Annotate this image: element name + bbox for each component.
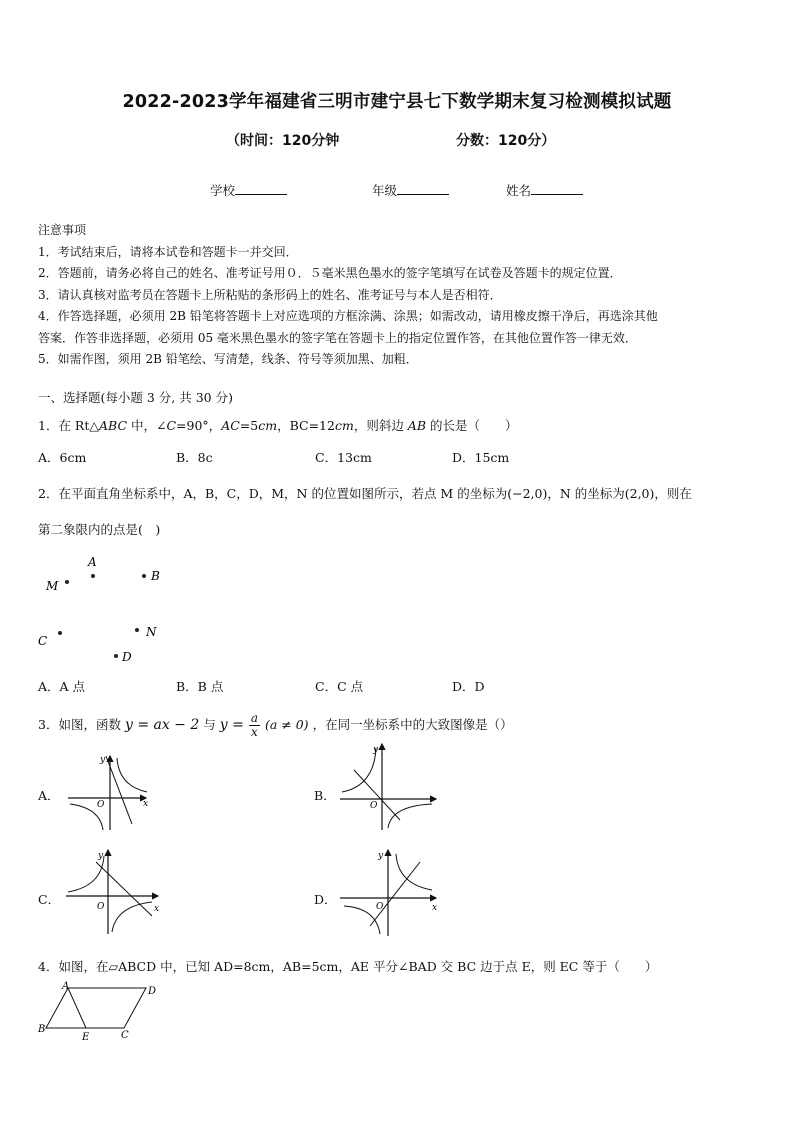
q3-text: 与 (203, 717, 216, 732)
notice-item: 5．如需作图，须用 2B 铅笔绘、写清楚，线条、符号等须加黑、加粗． (38, 352, 418, 366)
q2-option-a[interactable]: A．A 点 (38, 679, 86, 694)
q4-parallelogram-figure (34, 980, 164, 1044)
q3-option-a[interactable]: A． (38, 788, 60, 803)
y-label: y (98, 851, 104, 861)
label-m: M (46, 579, 59, 593)
q1-option-d[interactable]: D．15cm (452, 450, 510, 465)
point-b (142, 574, 146, 578)
grade-label: 年级 (372, 183, 398, 198)
q1-ab: AB (403, 418, 430, 433)
q2-option-d[interactable]: D．D (452, 679, 485, 694)
notice-heading: 注意事项 (38, 223, 87, 237)
parallelogram (46, 988, 146, 1028)
x-label: x (154, 904, 160, 914)
point-d (114, 654, 118, 658)
q2-points-figure (30, 550, 190, 670)
q1-angle-c: C (166, 418, 177, 433)
q1-option-b[interactable]: B．8c (176, 450, 213, 465)
notice-item: 2．答题前，请务必将自己的姓名、准考证号用０．５毫米黑色墨水的签字笔填写在试卷及答题卡的规定位置． (38, 266, 622, 280)
notice-item: 3．请认真核对监考员在答题卡上所粘贴的条形码上的姓名、准考证号与本人是否相符． (38, 287, 502, 302)
q2-text: ，N 的坐标为 (547, 486, 625, 501)
q1-triangle-name: ABC (99, 418, 128, 433)
q3-condition: (a ≠ 0) (264, 717, 309, 732)
fraction-numerator: a (250, 711, 258, 725)
q1-bc-value: =12 (308, 418, 335, 433)
label-c: C (121, 1030, 129, 1041)
q3-text: ，在同一坐标系中的大致图像是（） (312, 717, 513, 732)
q3-linear-function: y = ax − 2 (124, 717, 200, 733)
q1-ac-value: =5 (239, 418, 259, 433)
q3-text: 3．如图，函数 (38, 717, 121, 732)
question-1 (38, 416, 518, 434)
m-coordinate: (−2,0) (507, 486, 548, 501)
y-label: y (373, 745, 379, 755)
q3-inverse-function: y = (219, 717, 244, 733)
question-2-line2: 第二象限内的点是( ) (38, 522, 161, 537)
q4-text: ABCD 中，已知 AD=8cm，AB=5cm，AE 平分∠BAD 交 BC 边于点 E，则 EC 等于（ ） (118, 959, 658, 974)
triangle-symbol: △ (89, 418, 99, 433)
school-blank (235, 182, 287, 195)
school-label: 学校 (210, 183, 236, 198)
notice-item: 4．作答选择题，必须用 2B 铅笔将答题卡上对应选项的方框涂满、涂黑；如需改动，请用橡皮擦干净后，再选涂其他 (38, 309, 658, 323)
n-coordinate: (2,0) (624, 486, 655, 501)
q4-text: 4．如图，在 (38, 959, 109, 974)
hyperbola-branch (117, 758, 147, 792)
q1-text: 中，∠ (127, 418, 167, 433)
grade-field (372, 181, 449, 199)
q1-text: 的长是（ ） (430, 418, 518, 433)
hyperbola-branch (112, 902, 152, 932)
label-b: B (38, 1024, 46, 1035)
q1-unit: cm (258, 418, 278, 433)
point-a (91, 574, 95, 578)
q3-option-d[interactable]: D． (314, 892, 337, 907)
label-d: D (122, 650, 132, 664)
section-heading: 一、选择题(每小题 3 分, 共 30 分) (38, 390, 233, 405)
q2-option-c[interactable]: C．C 点 (315, 679, 364, 694)
y-label: y (100, 755, 106, 765)
q3-graph-c (62, 846, 162, 936)
label-e: E (82, 1032, 90, 1043)
x-label: x (432, 903, 438, 913)
q1-unit: cm (334, 418, 354, 433)
linear-line (354, 770, 400, 820)
linear-line (96, 862, 152, 916)
fraction-denominator: x (251, 725, 258, 739)
point-c (58, 631, 62, 635)
q1-bc: ，BC (277, 418, 309, 433)
q1-ac: AC (221, 418, 240, 433)
q1-option-a[interactable]: A．6cm (38, 450, 87, 465)
point-n (135, 628, 139, 632)
label-b: B (151, 569, 160, 583)
hyperbola-branch (388, 804, 432, 828)
label-a: A (62, 981, 70, 992)
school-field (210, 181, 287, 199)
q3-fraction (249, 712, 260, 739)
origin-label: O (97, 902, 105, 912)
q2-option-b[interactable]: B．B 点 (176, 679, 224, 694)
notice-item: 1．考试结束后，请将本试卷和答题卡一并交回． (38, 244, 298, 259)
name-label: 姓名 (506, 183, 532, 198)
label-a: A (88, 555, 97, 569)
q1-option-c[interactable]: C．13cm (315, 450, 372, 465)
label-d: D (148, 986, 157, 997)
linear-line (370, 862, 420, 926)
q3-graph-a (62, 748, 157, 832)
exam-title: 2022-2023学年福建省三明市建宁县七下数学期末复习检测模拟试题 (122, 92, 672, 112)
q1-text: 1．在 Rt (38, 418, 90, 433)
question-3 (38, 712, 513, 739)
notice-block (38, 220, 658, 371)
origin-label: O (97, 800, 105, 810)
q2-text: 2．在平面直角坐标系中，A，B，C，D，M，N 的位置如图所示，若点 M 的坐标为 (38, 486, 508, 501)
hyperbola-branch (342, 748, 376, 792)
origin-label: O (370, 801, 378, 811)
exam-time: （时间：120分钟 (226, 133, 340, 149)
origin-label: O (376, 902, 384, 912)
q2-text: ，则在 (654, 486, 692, 501)
x-label: x (143, 799, 149, 809)
q1-text: ，则斜边 (353, 418, 404, 433)
question-4 (38, 957, 657, 975)
question-2-line1 (38, 484, 692, 502)
label-c: C (38, 634, 48, 648)
notice-item: 答案．作答非选择题，必须用 05 毫米黑色墨水的签字笔在答题卡上的指定位置作答，在其他位置作答一律无效． (38, 330, 637, 345)
q3-graph-b (336, 740, 440, 832)
q3-option-c[interactable]: C． (38, 892, 61, 907)
parallelogram-symbol: ▱ (108, 959, 119, 974)
label-n: N (146, 625, 157, 639)
grade-blank (397, 182, 449, 195)
exam-score: 分数：120分） (456, 133, 556, 149)
hyperbola-branch (68, 856, 104, 892)
q1-text: =90°， (176, 418, 222, 433)
q3-graph-d (336, 846, 440, 938)
y-label: y (378, 851, 384, 861)
name-field (506, 181, 583, 199)
hyperbola-branch (396, 854, 432, 890)
point-m (65, 580, 69, 584)
q3-option-b[interactable]: B． (314, 788, 336, 803)
name-blank (531, 182, 583, 195)
bisector-ae (68, 988, 86, 1028)
